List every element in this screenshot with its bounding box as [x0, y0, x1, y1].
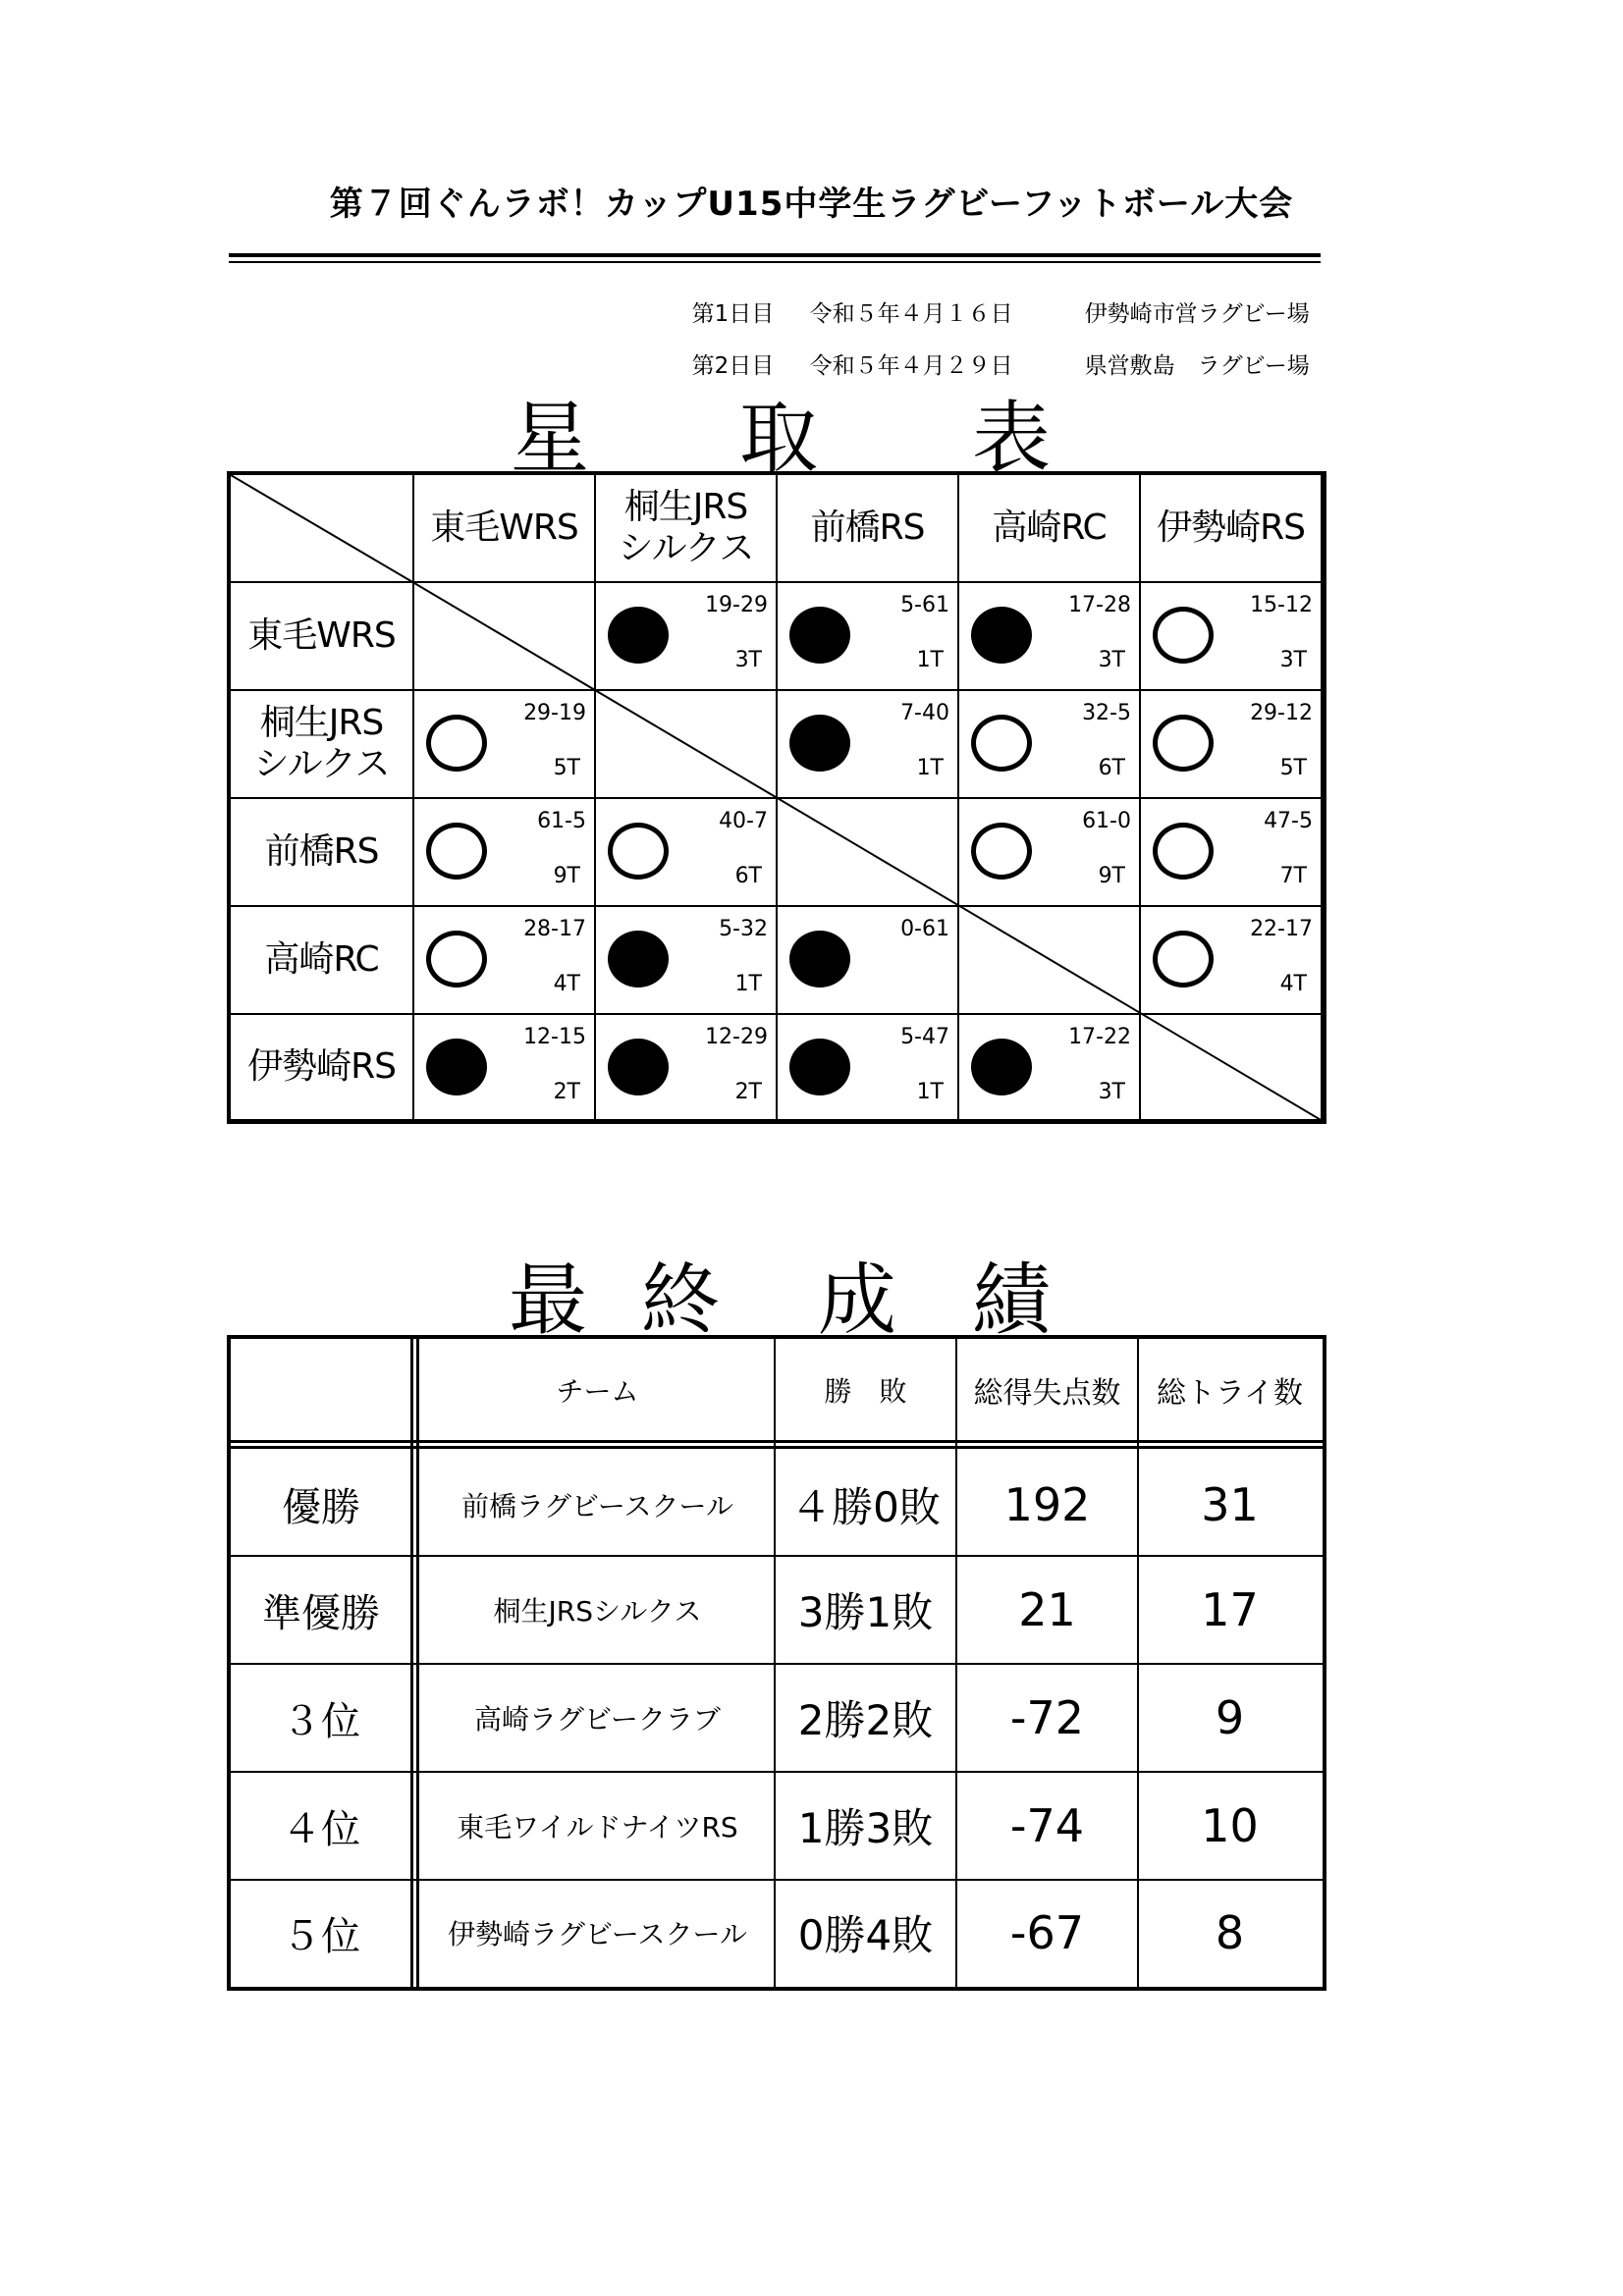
match-score: 47-5: [1264, 809, 1313, 833]
match-tries: 1T: [916, 1080, 944, 1104]
row-header: 高崎RC: [231, 907, 414, 1015]
row-divider: [231, 1446, 1323, 1449]
rank-label: 準優勝: [262, 1590, 380, 1636]
match-tries: 4T: [553, 972, 580, 996]
win-loss-record: 1勝3敗: [797, 1804, 934, 1852]
column-header: 伊勢崎RS: [1141, 475, 1323, 583]
match-score: 15-12: [1250, 593, 1313, 617]
total-tries: 9: [1215, 1691, 1245, 1744]
heading-char: 最: [509, 1255, 587, 1346]
match-tries: 2T: [553, 1080, 580, 1104]
heading-char: 表: [972, 393, 1051, 484]
team-name: 東毛ワイルドナイツRS: [457, 1811, 738, 1843]
standings-table: [227, 1335, 1326, 1991]
match-score: 40-7: [719, 809, 768, 833]
title-rule-thin: [229, 261, 1321, 263]
column-header: 桐生JRS シルクス: [596, 475, 778, 583]
match-tries: 6T: [734, 864, 762, 888]
schedule-day2: [677, 322, 1310, 380]
match-score: 19-29: [705, 593, 768, 617]
win-loss-record: 0勝4敗: [797, 1911, 934, 1959]
team-name: 前橋ラグビースクール: [461, 1489, 733, 1522]
match-score: 5-32: [719, 917, 768, 941]
diagonal-lines: [231, 475, 1323, 1121]
total-tries: 8: [1215, 1906, 1245, 1959]
match-score: 17-22: [1068, 1025, 1131, 1049]
match-score: 12-15: [523, 1025, 586, 1049]
row-header: 桐生JRS シルクス: [231, 691, 414, 799]
match-tries: 4T: [1279, 972, 1307, 996]
match-score: 22-17: [1250, 917, 1313, 941]
match-tries: 3T: [1279, 648, 1307, 672]
corner-diagonal: [231, 475, 414, 583]
column-header: チーム: [556, 1374, 639, 1408]
match-tries: 1T: [916, 756, 944, 780]
match-tries: 1T: [916, 648, 944, 672]
match-tries: 7T: [1279, 864, 1307, 888]
match-score: 7-40: [900, 701, 949, 725]
heading-char: 取: [739, 393, 818, 484]
column-header: 総得失点数: [973, 1375, 1121, 1411]
match-tries: 3T: [734, 648, 762, 672]
match-score: 5-61: [900, 593, 949, 617]
schedule-date: 令和５年４月１６日: [809, 301, 1013, 327]
main-diagonal: [414, 583, 1323, 1121]
row-header: 前橋RS: [231, 799, 414, 907]
total-points: 21: [1018, 1583, 1076, 1636]
total-tries: 10: [1201, 1799, 1259, 1852]
row-header: 伊勢崎RS: [231, 1015, 414, 1121]
title-rule: [229, 253, 1321, 257]
match-score: 61-5: [537, 809, 586, 833]
match-score: 61-0: [1082, 809, 1131, 833]
page-title: 第７回ぐんラボ！カップU15中学生ラグビーフットボール大会: [329, 185, 1294, 224]
match-score: 0-61: [900, 917, 949, 941]
rank-label: ４位: [282, 1806, 360, 1852]
match-score: 32-5: [1082, 701, 1131, 725]
total-points: -67: [1009, 1906, 1085, 1959]
win-loss-record: 2勝2敗: [797, 1696, 934, 1744]
match-tries: 1T: [734, 972, 762, 996]
column-header: 前橋RS: [778, 475, 959, 583]
schedule-day-label: 第1日目: [691, 301, 775, 327]
match-tries: 3T: [1098, 648, 1125, 672]
schedule-day1: [677, 270, 1310, 328]
column-header: 勝 敗: [824, 1374, 907, 1408]
match-tries: 9T: [1098, 864, 1125, 888]
column-header: 東毛WRS: [414, 475, 596, 583]
column-header: 総トライ数: [1156, 1375, 1304, 1411]
match-tries: 5T: [553, 756, 580, 780]
match-score: 12-29: [705, 1025, 768, 1049]
match-tries: 9T: [553, 864, 580, 888]
schedule-day-label: 第2日目: [691, 353, 775, 379]
heading-char: 星: [511, 393, 589, 484]
match-tries: 3T: [1098, 1080, 1125, 1104]
team-name: 桐生JRSシルクス: [493, 1595, 702, 1628]
total-points: 192: [1003, 1477, 1091, 1531]
match-tries: 5T: [1279, 756, 1307, 780]
heading-char: 終: [641, 1255, 720, 1346]
row-header: 東毛WRS: [231, 583, 414, 691]
total-points: -74: [1009, 1799, 1085, 1852]
total-tries: 17: [1201, 1583, 1259, 1636]
match-score: 17-28: [1068, 593, 1131, 617]
schedule-venue: 県営敷島 ラグビー場: [1084, 353, 1310, 379]
match-score: 28-17: [523, 917, 586, 941]
schedule-date: 令和５年４月２９日: [809, 353, 1013, 379]
column-header: 高崎RC: [959, 475, 1141, 583]
heading-char: 績: [972, 1255, 1051, 1346]
total-points: -72: [1009, 1691, 1085, 1744]
schedule-venue: 伊勢崎市営ラグビー場: [1084, 301, 1310, 327]
total-tries: 31: [1201, 1477, 1259, 1531]
rank-label: ３位: [282, 1698, 360, 1744]
team-name: 高崎ラグビークラブ: [474, 1703, 721, 1735]
match-score: 5-47: [900, 1025, 949, 1049]
rank-label: 優勝: [282, 1485, 360, 1530]
rank-label: ５位: [282, 1913, 360, 1959]
win-loss-record: ４勝0敗: [790, 1482, 941, 1531]
match-tries: 6T: [1098, 756, 1125, 780]
team-name: 伊勢崎ラグビースクール: [448, 1918, 747, 1950]
match-tries: 2T: [734, 1080, 762, 1104]
heading-char: 成: [818, 1255, 896, 1346]
match-score: 29-19: [523, 701, 586, 725]
row-divider: [231, 1440, 1323, 1443]
hoshitori-table: [227, 471, 1326, 1124]
match-score: 29-12: [1250, 701, 1313, 725]
win-loss-record: 3勝1敗: [797, 1588, 934, 1636]
